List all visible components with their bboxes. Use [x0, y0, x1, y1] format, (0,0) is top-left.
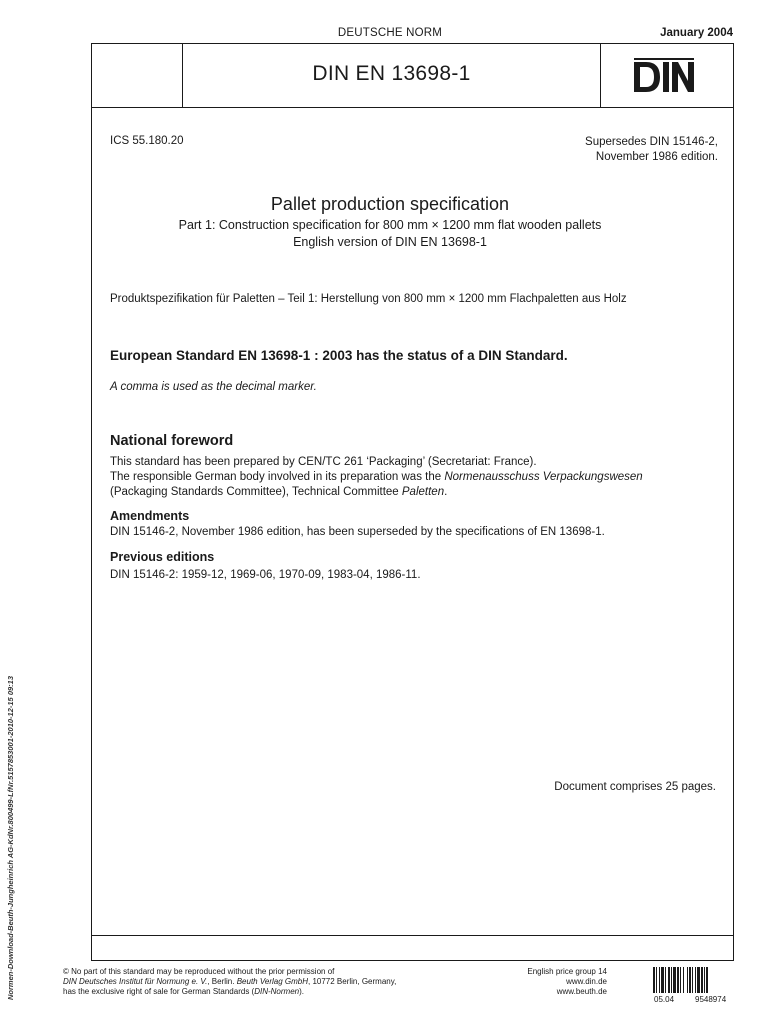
- foreword-line-3-text: (Packaging Standards Committee), Technical Committee: [110, 486, 402, 498]
- foreword-line-1: This standard has been prepared by CEN/TC 261 ‘Packaging’ (Secretariat: France).: [110, 456, 537, 468]
- publication-date: January 2004: [660, 27, 733, 39]
- beuth-website-link[interactable]: www.beuth.de: [556, 987, 607, 996]
- price-group: English price group 14: [527, 967, 607, 976]
- copyright-notice: [63, 967, 396, 997]
- barcode: [653, 967, 735, 993]
- foreword-heading: National foreword: [110, 433, 234, 449]
- amendments-heading: Amendments: [110, 509, 190, 523]
- barcode-right-number: 9548974: [695, 995, 727, 1004]
- page-count: Document comprises 25 pages.: [554, 781, 716, 793]
- barcode-bar: [704, 967, 705, 993]
- foreword-line-3-end: .: [444, 486, 448, 498]
- beuth-name: Beuth Verlag GmbH: [236, 977, 308, 986]
- norm-label: DEUTSCHE NORM: [337, 27, 443, 39]
- document-frame: [91, 43, 734, 961]
- barcode-bar: [697, 967, 700, 993]
- barcode-bar: [701, 967, 703, 993]
- barcode-bar: [695, 967, 696, 993]
- copyright-line-2: [63, 977, 396, 987]
- supersedes-line-1: Supersedes DIN 15146-2,: [585, 136, 718, 148]
- foreword-line-3: [110, 486, 447, 498]
- footer-divider: [92, 935, 733, 936]
- barcode-bar: [687, 967, 688, 993]
- header-divider-right: [600, 44, 601, 107]
- price-info: [440, 967, 607, 997]
- din-logo: [632, 58, 696, 96]
- barcode-bar: [689, 967, 691, 993]
- committee-german-name: Normenausschuss Verpackungswesen: [444, 471, 643, 483]
- supersedes-note: [585, 135, 718, 165]
- previous-editions-text: DIN 15146-2: 1959-12, 1969-06, 1970-09, 1983-04, 1986-11.: [110, 569, 421, 581]
- barcode-bar: [677, 967, 679, 993]
- din-institute-name: DIN Deutsches Institut für Normung e. V.: [63, 977, 208, 986]
- document-part-title: Part 1: Construction specification for 800 mm × 1200 mm flat wooden pallets: [178, 218, 602, 232]
- document-number: DIN EN 13698-1: [312, 62, 471, 85]
- barcode-bar: [671, 967, 672, 993]
- status-statement: European Standard EN 13698-1 : 2003 has the status of a DIN Standard.: [110, 348, 568, 363]
- barcode-bar: [680, 967, 681, 993]
- barcode-bar: [653, 967, 655, 993]
- din-website-link[interactable]: www.din.de: [566, 977, 607, 986]
- copyright-line-1: © No part of this standard may be reproduced without the prior permission of: [63, 967, 335, 976]
- german-title: Produktspezifikation für Paletten – Teil 1: Herstellung von 800 mm × 1200 mm Flachpaletten aus Holz: [110, 293, 627, 305]
- copyright-line-3-end: ).: [299, 987, 304, 996]
- copyright-line-3-text: has the exclusive right of sale for German Standards (: [63, 987, 255, 996]
- barcode-bar: [673, 967, 676, 993]
- amendments-text: DIN 15146-2, November 1986 edition, has been superseded by the specifications of EN 13698-1.: [110, 526, 605, 538]
- foreword-line-2: [110, 471, 643, 483]
- previous-editions-heading: Previous editions: [110, 550, 215, 564]
- barcode-bar: [668, 967, 670, 993]
- barcode-bar: [661, 967, 664, 993]
- copyright-line-2-end: , 10772 Berlin, Germany,: [308, 977, 397, 986]
- barcode-bar: [665, 967, 666, 993]
- din-normen-label: DIN-Normen: [254, 987, 300, 996]
- barcode-bar: [659, 967, 660, 993]
- foreword-line-2-text: The responsible German body involved in its preparation was the: [110, 471, 445, 483]
- english-version-note: English version of DIN EN 13698-1: [293, 235, 487, 249]
- decimal-marker-note: A comma is used as the decimal marker.: [110, 381, 317, 393]
- barcode-bar: [656, 967, 657, 993]
- document-title: Pallet production specification: [270, 194, 510, 214]
- barcode-bar: [706, 967, 708, 993]
- technical-committee-name: Paletten: [401, 486, 445, 498]
- supersedes-line-2: November 1986 edition.: [595, 151, 718, 163]
- copyright-line-2-mid: , Berlin.: [207, 977, 237, 986]
- barcode-bar: [692, 967, 693, 993]
- ics-code: ICS 55.180.20: [110, 135, 184, 147]
- header-divider: [92, 107, 733, 108]
- download-watermark: Normen-Download-Beuth-Jungheinrich AG-KdNr.800499-LfNr.5157853001-2010-12-15 09:13: [6, 676, 15, 1000]
- copyright-line-3: [63, 987, 396, 997]
- barcode-bar: [683, 967, 684, 993]
- barcode-left-number: 05.04: [654, 995, 675, 1004]
